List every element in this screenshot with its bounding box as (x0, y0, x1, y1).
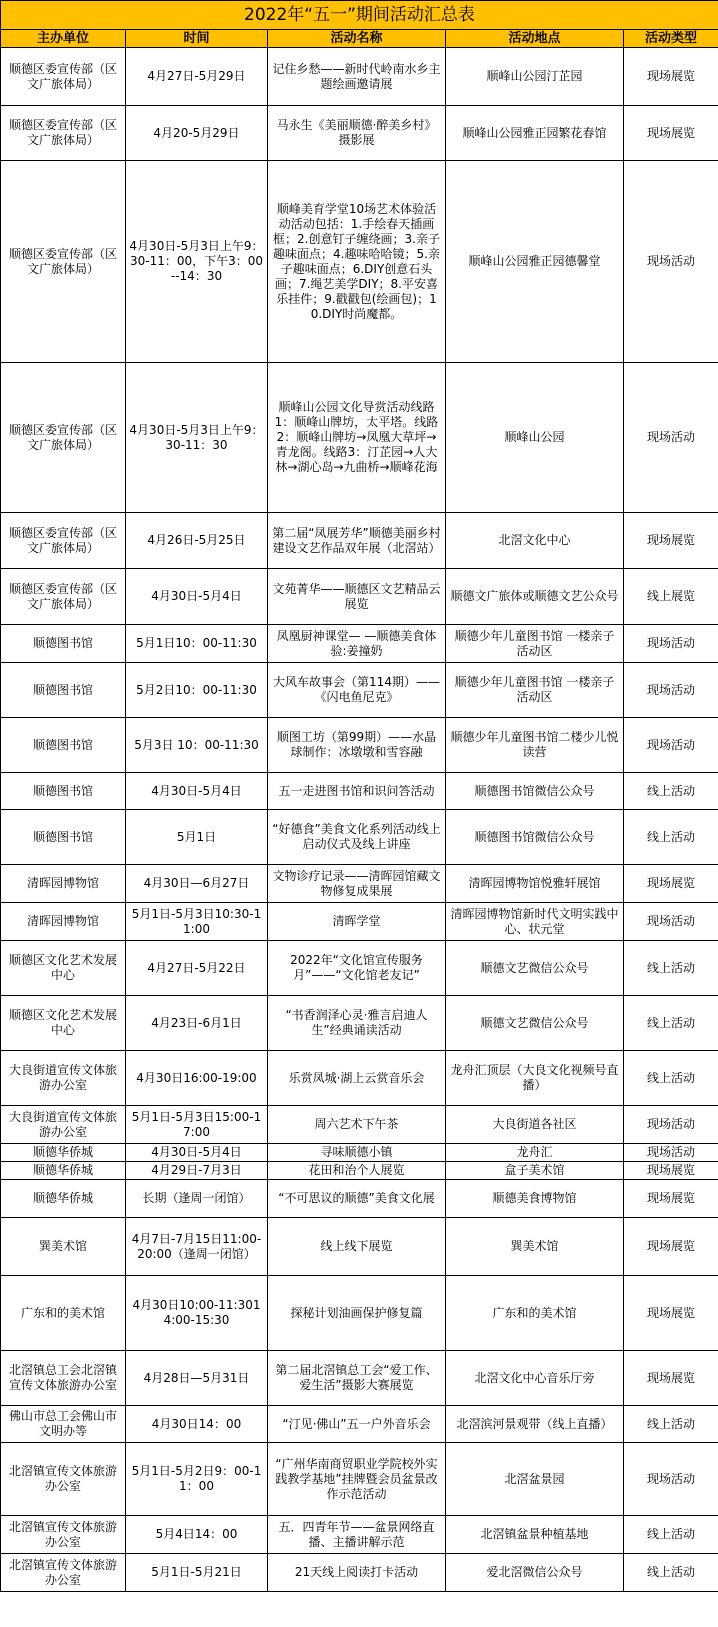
activity-type-cell: 现场展览 (624, 513, 718, 569)
activity-type-cell: 线上活动 (624, 1516, 718, 1554)
activity-type-cell: 现场活动 (624, 161, 718, 363)
table-row (1, 1516, 718, 1554)
table-row (1, 718, 718, 773)
location-cell: 顺德文广旅体或顺德文艺公众号 (446, 569, 624, 625)
organizer-cell: 顺德华侨城 (1, 1180, 126, 1218)
activity-type-cell: 现场活动 (624, 1443, 718, 1516)
location-cell: 顺峰山公园汀芷园 (446, 48, 624, 106)
table-row (1, 1106, 718, 1144)
location-cell: 北滘盆景园 (446, 1443, 624, 1516)
activity-type-cell: 现场展览 (624, 1276, 718, 1351)
table-row (1, 513, 718, 569)
time-cell: 4月30日16:00-19:00 (126, 1051, 268, 1106)
activity-name-cell: 2022年“文化馆宣传服务月”——“文化馆老友记” (268, 941, 446, 996)
activity-name-cell: 文物诊疗记录——清晖园馆藏文物修复成果展 (268, 865, 446, 903)
activity-name-cell: “汀见·佛山”五一户外音乐会 (268, 1406, 446, 1443)
table-row (1, 106, 718, 161)
location-cell: 龙舟汇 (446, 1144, 624, 1162)
organizer-cell: 清晖园博物馆 (1, 903, 126, 941)
time-cell: 4月7日-7月15日11:00-20:00（逢周一闭馆） (126, 1218, 268, 1276)
time-cell: 4月30日10:00-11:3014:00-15:30 (126, 1276, 268, 1351)
activity-name-cell: 凤凰厨神课堂— —顺德美食体验:姜撞奶 (268, 625, 446, 663)
table-row (1, 1276, 718, 1351)
table-row (1, 1051, 718, 1106)
table-row (1, 663, 718, 718)
table-row (1, 161, 718, 363)
time-cell: 4月30日-5月3日上午9：30-11：00，下午3：00--14：30 (126, 161, 268, 363)
activity-name-cell: 乐赏凤城·湖上云赏音乐会 (268, 1051, 446, 1106)
time-cell: 5月1日-5月21日 (126, 1554, 268, 1592)
table-row (1, 1406, 718, 1443)
organizer-cell: 顺德区委宣传部（区文广旅体局） (1, 161, 126, 363)
location-cell: 北滘文化中心音乐厅旁 (446, 1351, 624, 1406)
organizer-cell: 顺德区文化艺术发展中心 (1, 941, 126, 996)
location-cell: 顺德文艺微信公众号 (446, 941, 624, 996)
organizer-cell: 广东和的美术馆 (1, 1276, 126, 1351)
table-title: 2022年“五一”期间活动汇总表 (1, 1, 718, 30)
time-cell: 4月27日-5月29日 (126, 48, 268, 106)
organizer-cell: 北滘镇宣传文体旅游办公室 (1, 1554, 126, 1592)
activity-name-cell: 寻味顺德小镇 (268, 1144, 446, 1162)
location-cell: 北滘滨河景观带（线上直播） (446, 1406, 624, 1443)
time-cell: 4月30日—6月27日 (126, 865, 268, 903)
time-cell: 5月4日14：00 (126, 1516, 268, 1554)
time-cell: 4月30日-5月4日 (126, 773, 268, 810)
organizer-cell: 北滘镇宣传文体旅游办公室 (1, 1516, 126, 1554)
table-row (1, 865, 718, 903)
time-cell: 4月26日-5月25日 (126, 513, 268, 569)
activity-type-cell: 线上活动 (624, 1554, 718, 1592)
organizer-cell: 顺德图书馆 (1, 663, 126, 718)
activity-type-cell: 现场活动 (624, 1106, 718, 1144)
time-cell: 4月28日—5月31日 (126, 1351, 268, 1406)
activity-type-cell: 现场展览 (624, 1180, 718, 1218)
activity-type-cell: 线上活动 (624, 1406, 718, 1443)
time-cell: 长期（逢周一闭馆） (126, 1180, 268, 1218)
organizer-cell: 佛山市总工会佛山市文明办等 (1, 1406, 126, 1443)
activity-type-cell: 现场活动 (624, 363, 718, 513)
table-row (1, 810, 718, 865)
activity-name-cell: 顺图工坊（第99期）——水晶球制作：冰墩墩和雪容融 (268, 718, 446, 773)
organizer-cell: 顺德图书馆 (1, 773, 126, 810)
activity-name-cell: “广州华南商贸职业学院校外实践教学基地”挂牌暨会员盆景改作示范活动 (268, 1443, 446, 1516)
time-cell: 4月30日-5月4日 (126, 569, 268, 625)
organizer-cell: 顺德区文化艺术发展中心 (1, 996, 126, 1051)
activity-name-cell: 探秘计划油画保护修复篇 (268, 1276, 446, 1351)
location-cell: 北滘镇盆景种植基地 (446, 1516, 624, 1554)
header-time: 时间 (126, 30, 268, 48)
activity-type-cell: 现场展览 (624, 48, 718, 106)
table-row (1, 903, 718, 941)
organizer-cell: 顺德区委宣传部（区文广旅体局） (1, 569, 126, 625)
time-cell: 4月20-5月29日 (126, 106, 268, 161)
table-row (1, 363, 718, 513)
location-cell: 清晖园博物馆悦雅轩展馆 (446, 865, 624, 903)
table-row (1, 1180, 718, 1218)
activity-name-cell: 五一走进图书馆和识问答活动 (268, 773, 446, 810)
time-cell: 4月30日-5月3日上午9：30-11：30 (126, 363, 268, 513)
time-cell: 4月30日-5月4日 (126, 1144, 268, 1162)
header-location: 活动地点 (446, 30, 624, 48)
activity-name-cell: 21天线上阅读打卡活动 (268, 1554, 446, 1592)
activity-type-cell: 线上活动 (624, 941, 718, 996)
activity-name-cell: 大风车故事会（第114期）——《闪电鱼尼克》 (268, 663, 446, 718)
location-cell: 巽美术馆 (446, 1218, 624, 1276)
location-cell: 顺峰山公园雅正园德馨堂 (446, 161, 624, 363)
activity-type-cell: 现场活动 (624, 663, 718, 718)
activity-name-cell: 周六艺术下午茶 (268, 1106, 446, 1144)
time-cell: 4月29日-7月3日 (126, 1162, 268, 1180)
activity-name-cell: “书香润泽心灵·雅言启迪人生”经典诵读活动 (268, 996, 446, 1051)
location-cell: 顺德美食博物馆 (446, 1180, 624, 1218)
activity-name-cell: “好德食”美食文化系列活动线上启动仪式及线上讲座 (268, 810, 446, 865)
activity-name-cell: 第二届北滘镇总工会“爱工作、爱生活”摄影大赛展览 (268, 1351, 446, 1406)
activity-name-cell: 五．四青年节——盆景网络直播、主播讲解示范 (268, 1516, 446, 1554)
activity-type-cell: 现场活动 (624, 1144, 718, 1162)
organizer-cell: 顺德区委宣传部（区文广旅体局） (1, 513, 126, 569)
table-row (1, 1218, 718, 1276)
activity-type-cell: 现场展览 (624, 1162, 718, 1180)
time-cell: 5月1日 (126, 810, 268, 865)
location-cell: 顺德少年儿童图书馆 一楼亲子活动区 (446, 625, 624, 663)
activity-name-cell: 顺峰山公园文化导赏活动线路1：顺峰山牌坊，太平塔。线路2：顺峰山牌坊→凤凰大草坪→青龙阁。线路3：汀芷园→人大林→湖心岛→九曲桥→顺峰花海 (268, 363, 446, 513)
activity-name-cell: 清晖学堂 (268, 903, 446, 941)
location-cell: 爱北滘微信公众号 (446, 1554, 624, 1592)
location-cell: 顺峰山公园 (446, 363, 624, 513)
time-cell: 5月3日 10：00-11:30 (126, 718, 268, 773)
location-cell: 广东和的美术馆 (446, 1276, 624, 1351)
table-row (1, 1554, 718, 1592)
location-cell: 大良街道各社区 (446, 1106, 624, 1144)
activity-type-cell: 线上活动 (624, 1051, 718, 1106)
time-cell: 5月1日-5月3日15:00-17:00 (126, 1106, 268, 1144)
time-cell: 4月23日-6月1日 (126, 996, 268, 1051)
activity-name-cell: 马永生《美丽顺德·醉美乡村》摄影展 (268, 106, 446, 161)
activity-name-cell: 记住乡愁——新时代岭南水乡主题绘画邀请展 (268, 48, 446, 106)
time-cell: 5月1日-5月2日9：00-11：00 (126, 1443, 268, 1516)
activity-type-cell: 现场活动 (624, 718, 718, 773)
activity-name-cell: 第二届“凤展芳华”顺德美丽乡村建设文艺作品双年展（北滘站） (268, 513, 446, 569)
table-row (1, 941, 718, 996)
table-row (1, 1144, 718, 1162)
header-activity-type: 活动类型 (624, 30, 718, 48)
organizer-cell: 北滘镇宣传文体旅游办公室 (1, 1443, 126, 1516)
location-cell: 顺德图书馆微信公众号 (446, 810, 624, 865)
organizer-cell: 顺德华侨城 (1, 1162, 126, 1180)
activity-name-cell: 顺峰美育学堂10场艺术体验活动活动包括：1.手绘春天插画框；2.创意钉子缠绕画；3.亲子趣味面点；4.趣味哈哈镜；5.亲子趣味面点；6.DIY创意石头画；7.绳艺美学DIY；8.平安喜乐挂件；9.戳戳包(绘画包)；10.DIY时尚魔都。 (268, 161, 446, 363)
location-cell: 龙舟汇顶层（大良文化视频号直播） (446, 1051, 624, 1106)
location-cell: 顺德文艺微信公众号 (446, 996, 624, 1051)
organizer-cell: 大良街道宣传文体旅游办公室 (1, 1106, 126, 1144)
location-cell: 顺德图书馆微信公众号 (446, 773, 624, 810)
organizer-cell: 清晖园博物馆 (1, 865, 126, 903)
location-cell: 顺峰山公园雅正园繁花春馆 (446, 106, 624, 161)
activity-type-cell: 现场展览 (624, 1218, 718, 1276)
activity-name-cell: “不可思议的顺德”美食文化展 (268, 1180, 446, 1218)
organizer-cell: 顺德华侨城 (1, 1144, 126, 1162)
activity-type-cell: 现场展览 (624, 106, 718, 161)
activity-type-cell: 现场活动 (624, 903, 718, 941)
header-activity-name: 活动名称 (268, 30, 446, 48)
location-cell: 顺德少年儿童图书馆 一楼亲子活动区 (446, 663, 624, 718)
time-cell: 4月27日-5月22日 (126, 941, 268, 996)
table-row (1, 996, 718, 1051)
table-row (1, 1443, 718, 1516)
activity-type-cell: 线上展览 (624, 569, 718, 625)
activity-name-cell: 文苑菁华——顺德区文艺精品云展览 (268, 569, 446, 625)
organizer-cell: 大良街道宣传文体旅游办公室 (1, 1051, 126, 1106)
activity-type-cell: 线上活动 (624, 773, 718, 810)
organizer-cell: 顺德区委宣传部（区文广旅体局） (1, 363, 126, 513)
table-body (1, 48, 718, 1592)
table-row (1, 1162, 718, 1180)
header-organizer: 主办单位 (1, 30, 126, 48)
location-cell: 顺德少年儿童图书馆二楼少儿悦读营 (446, 718, 624, 773)
table-row (1, 569, 718, 625)
location-cell: 盒子美术馆 (446, 1162, 624, 1180)
organizer-cell: 顺德图书馆 (1, 810, 126, 865)
time-cell: 5月1日-5月3日10:30-11:00 (126, 903, 268, 941)
activity-type-cell: 线上活动 (624, 810, 718, 865)
organizer-cell: 顺德图书馆 (1, 718, 126, 773)
table-row (1, 625, 718, 663)
activity-type-cell: 现场活动 (624, 625, 718, 663)
activity-type-cell: 现场展览 (624, 1351, 718, 1406)
activity-name-cell: 线上线下展览 (268, 1218, 446, 1276)
location-cell: 北滘文化中心 (446, 513, 624, 569)
activity-type-cell: 现场展览 (624, 865, 718, 903)
table-row (1, 48, 718, 106)
activity-name-cell: 花田和治个人展览 (268, 1162, 446, 1180)
organizer-cell: 顺德区委宣传部（区文广旅体局） (1, 48, 126, 106)
organizer-cell: 顺德区委宣传部（区文广旅体局） (1, 106, 126, 161)
table-row (1, 773, 718, 810)
location-cell: 清晖园博物馆新时代文明实践中心、状元堂 (446, 903, 624, 941)
organizer-cell: 巽美术馆 (1, 1218, 126, 1276)
time-cell: 5月2日10：00-11:30 (126, 663, 268, 718)
time-cell: 4月30日14：00 (126, 1406, 268, 1443)
table-row (1, 1351, 718, 1406)
activity-type-cell: 线上活动 (624, 996, 718, 1051)
organizer-cell: 北滘镇总工会北滘镇宣传文体旅游办公室 (1, 1351, 126, 1406)
time-cell: 5月1日10：00-11:30 (126, 625, 268, 663)
organizer-cell: 顺德图书馆 (1, 625, 126, 663)
